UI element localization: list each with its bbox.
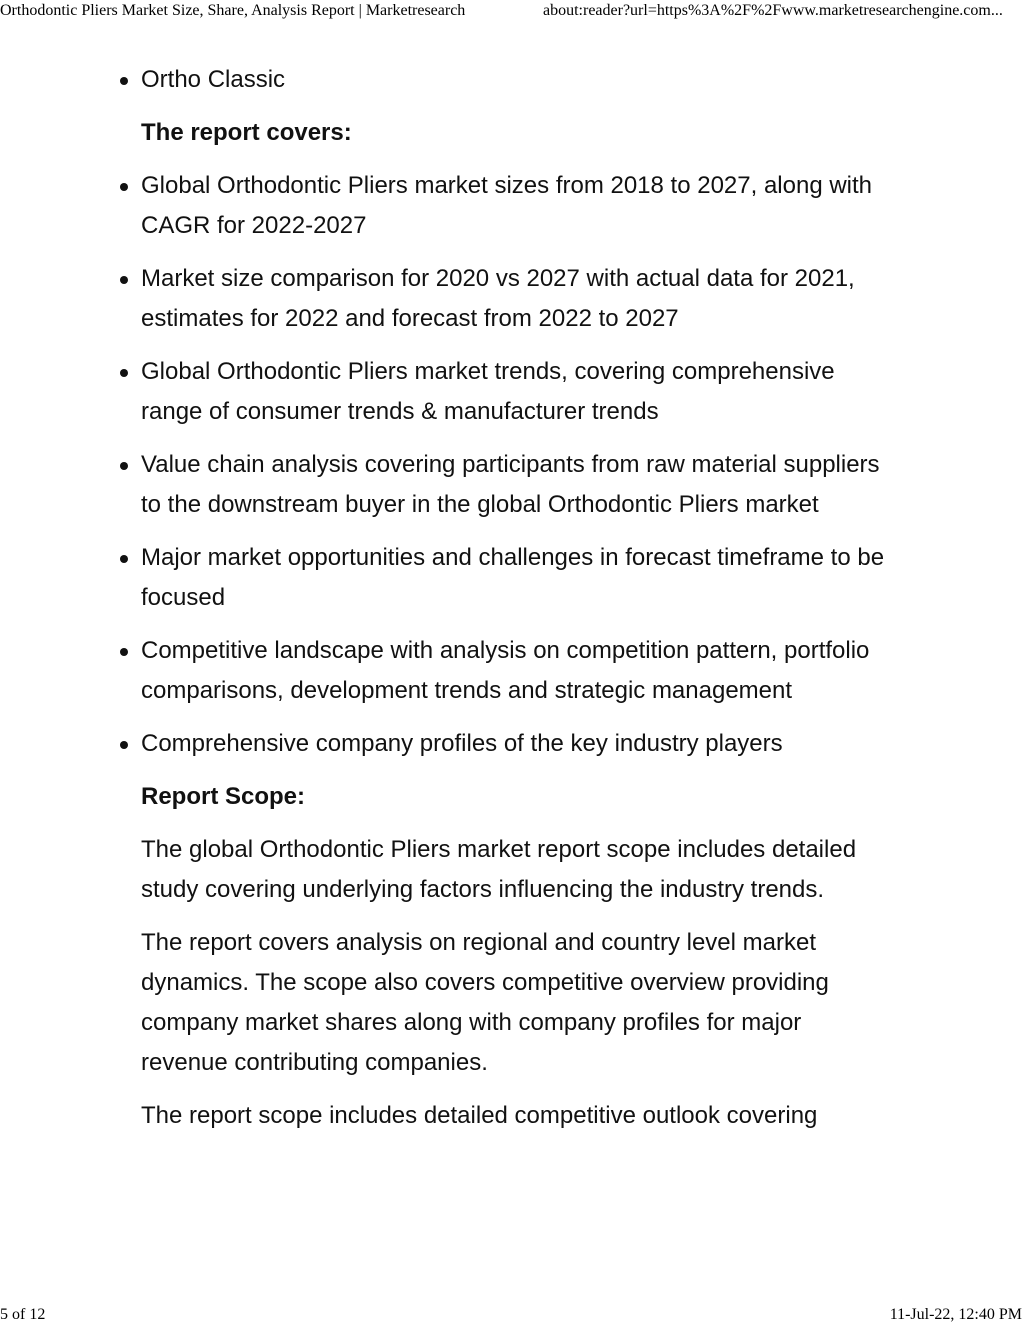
list-item: Global Orthodontic Pliers market sizes from 2018 to 2027, along with CAGR for 2022-2027 [141, 166, 891, 246]
report-covers-heading: The report covers: [141, 119, 352, 146]
list-item: Comprehensive company profiles of the key industry players [141, 724, 891, 764]
print-header [0, 0, 1024, 22]
manufacturer-list [141, 60, 891, 100]
list-item: Value chain analysis covering participants from raw material suppliers to the downstream buyer in the global Orthodontic Pliers market [141, 445, 891, 525]
report-scope-paragraph: The report scope includes detailed competitive outlook covering [141, 1102, 818, 1129]
page-url: about:reader?url=https%3A%2F%2Fwww.marketresearchengine.com... [543, 2, 1003, 19]
report-scope-paragraph: The global Orthodontic Pliers market report scope includes detailed study covering underlying factors influencing the industry trends. [141, 836, 857, 903]
report-covers-list [141, 166, 891, 764]
report-scope-heading: Report Scope: [141, 783, 306, 810]
print-datetime: 11-Jul-22, 12:40 PM [889, 1306, 1022, 1323]
list-item: Global Orthodontic Pliers market trends, covering comprehensive range of consumer trends & manufacturer trends [141, 352, 891, 432]
report-scope-paragraph: The report covers analysis on regional and country level market dynamics. The scope also covers competitive overview providing company market shares along with company profiles for major revenue contributing companies. [141, 929, 829, 1076]
list-item: Market size comparison for 2020 vs 2027 with actual data for 2021, estimates for 2022 and forecast from 2022 to 2027 [141, 259, 891, 339]
list-item: Major market opportunities and challenges in forecast timeframe to be focused [141, 538, 891, 618]
print-footer [0, 1305, 1024, 1325]
list-item: Ortho Classic [141, 60, 891, 100]
page-title: Orthodontic Pliers Market Size, Share, Analysis Report | Marketresearch [0, 2, 466, 19]
reader-content [141, 60, 891, 1149]
page-number: 5 of 12 [0, 1306, 46, 1323]
list-item: Competitive landscape with analysis on competition pattern, portfolio comparisons, development trends and strategic management [141, 631, 891, 711]
